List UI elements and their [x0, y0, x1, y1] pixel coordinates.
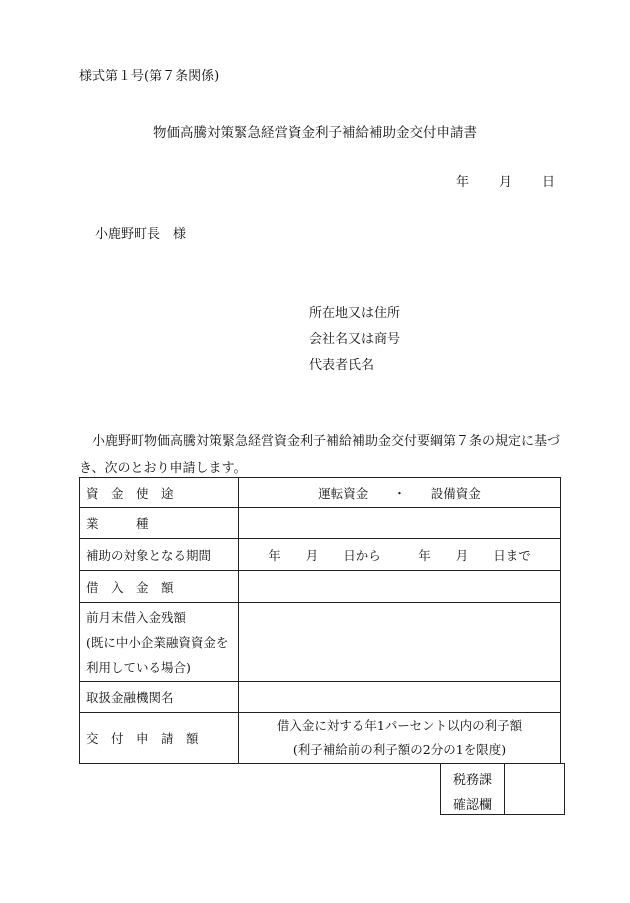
applicant-address-label: 所在地又は住所	[309, 306, 401, 321]
addressee: 小鹿野町長 様	[95, 227, 187, 242]
application-table	[79, 477, 561, 764]
page-title: 物価高騰対策緊急経営資金利子補給補助金交付申請書	[153, 125, 477, 141]
value-industry[interactable]	[239, 508, 561, 539]
date-line	[456, 171, 555, 190]
applicant-company-label: 会社名又は商号	[309, 332, 401, 347]
request-amount-note2: (利子補給前の利子額の2分の1を限度)	[292, 742, 507, 757]
label-fund-use: 資 金 使 途	[80, 478, 239, 508]
applicant-representative-label: 代表者氏名	[309, 358, 375, 373]
label-industry: 業 種	[80, 508, 239, 539]
table-row	[80, 682, 561, 713]
tax-check-box	[440, 763, 565, 815]
label-loan-amount: 借 入 金 額	[80, 571, 239, 603]
date-year: 年	[456, 175, 470, 190]
check-box-divider	[504, 764, 505, 814]
label-balance-line1: 前月末借入金残額	[86, 609, 187, 625]
table-row	[80, 539, 561, 571]
value-bank[interactable]	[239, 682, 561, 713]
table-row	[80, 508, 561, 539]
label-balance-line2: (既に中小企業融資資金を	[86, 634, 229, 650]
date-month: 月	[499, 175, 513, 190]
label-bank: 取扱金融機関名	[80, 682, 239, 713]
form-number: 様式第１号(第７条関係)	[79, 69, 220, 84]
label-balance	[80, 603, 239, 682]
table-row	[80, 713, 561, 764]
table-row	[80, 571, 561, 603]
body-text: 小鹿野町物価高騰対策緊急経営資金利子補給補助金交付要綱第７条の規定に基づき、次のとおり申請します。	[79, 434, 561, 476]
label-request-amount: 交 付 申 請 額	[80, 713, 239, 764]
value-period[interactable]: 年 月 日から 年 月 日まで	[239, 539, 561, 571]
date-day: 日	[542, 175, 556, 190]
value-fund-use[interactable]: 運転資金 ・ 設備資金	[239, 478, 561, 508]
request-amount-note1: 借入金に対する年1パーセント以内の利子額	[276, 718, 523, 733]
value-request-amount[interactable]	[239, 713, 561, 764]
label-balance-line3: 利用している場合)	[86, 659, 191, 675]
value-balance[interactable]	[239, 603, 561, 682]
label-period: 補助の対象となる期間	[80, 539, 239, 571]
value-loan-amount[interactable]	[239, 571, 561, 603]
tax-check-label-line2: 確認欄	[453, 798, 493, 813]
table-row	[80, 478, 561, 508]
table-row	[80, 603, 561, 682]
tax-check-label-line1: 税務課	[453, 773, 493, 788]
